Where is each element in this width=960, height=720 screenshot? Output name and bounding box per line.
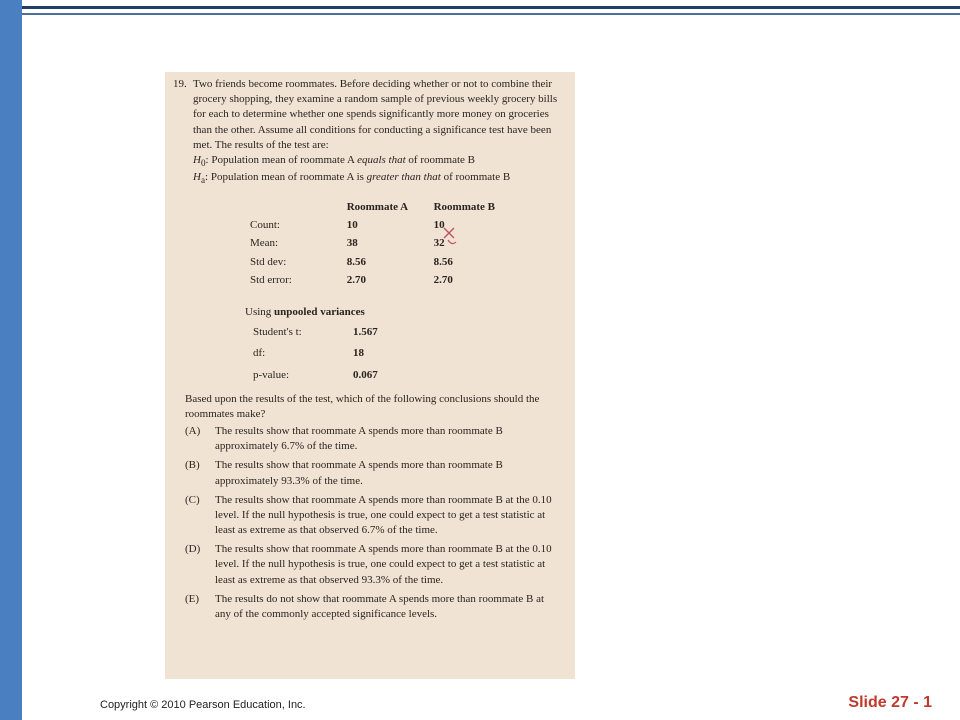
option-a[interactable]: (A) The results show that roommate A spends more than roommate B approximately 6.7% of the time. xyxy=(185,425,503,453)
alternative-hypothesis: $H_a$: Population mean of roommate A is greater than that of roommate B xyxy=(193,170,511,185)
question-number: 19. xyxy=(173,78,187,90)
col-header-roommate-b: Roommate B xyxy=(433,201,495,213)
option-e[interactable]: (E) The results do not show that roommate A spends more than roommate B at any of the commonly accepted significance levels. xyxy=(185,592,545,620)
question-block xyxy=(173,77,565,187)
table-row: df: 18 xyxy=(253,347,364,360)
option-b[interactable]: (B) The results show that roommate A spends more than roommate B approximately 93.3% of the time. xyxy=(185,459,503,487)
handwritten-mark xyxy=(440,224,460,252)
unpooled-results xyxy=(245,305,378,389)
copyright-footer: Copyright © 2010 Pearson Education, Inc. xyxy=(100,699,306,711)
null-hypothesis: $H_0$: Population mean of roommate A equals that of roommate B xyxy=(193,153,476,169)
option-d[interactable]: (D) The results show that roommate A spends more than roommate B at the 0.10 level. If the null hypothesis is true, one could expect to get a test statistic at least as extreme as that observed 93.3% of the time. xyxy=(185,543,552,586)
question-intro: Two friends become roommates. Before deciding whether or not to combine their grocery shopping, they examine a random sample of previous weekly grocery bills for each to determine whether one spends significantly more money on groceries than the other. Assume all conditions for conducting a significance test have been met. The results of the test are: xyxy=(193,78,558,151)
table-row: Std dev: 8.56 8.56 xyxy=(250,255,453,268)
scanned-question-page xyxy=(165,72,575,679)
conclusion-prompt: Based upon the results of the test, which of the following conclusions should the roommates make? xyxy=(185,393,540,421)
table-row: p-value: 0.067 xyxy=(253,368,378,381)
top-rule-thin xyxy=(22,13,960,15)
table-row: Count: 10 10 xyxy=(250,219,445,232)
table-row: Std error: 2.70 2.70 xyxy=(250,273,453,286)
table-row: Student's t: 1.567 xyxy=(253,326,378,339)
unpooled-heading: Using unpooled variances xyxy=(245,306,365,318)
slide-number: Slide 27 - 1 xyxy=(848,694,932,711)
option-c[interactable]: (C) The results show that roommate A spends more than roommate B at the 0.10 level. If the null hypothesis is true, one could expect to get a test statistic at least as extreme as that observed 6.7% of the time. xyxy=(185,493,552,537)
answer-options xyxy=(185,424,557,626)
left-accent-bar xyxy=(0,0,22,720)
summary-stats-table xyxy=(250,200,510,291)
table-row: Mean: 38 32 xyxy=(250,237,445,250)
col-header-roommate-a: Roommate A xyxy=(346,201,409,213)
top-rule-thick xyxy=(22,6,960,9)
